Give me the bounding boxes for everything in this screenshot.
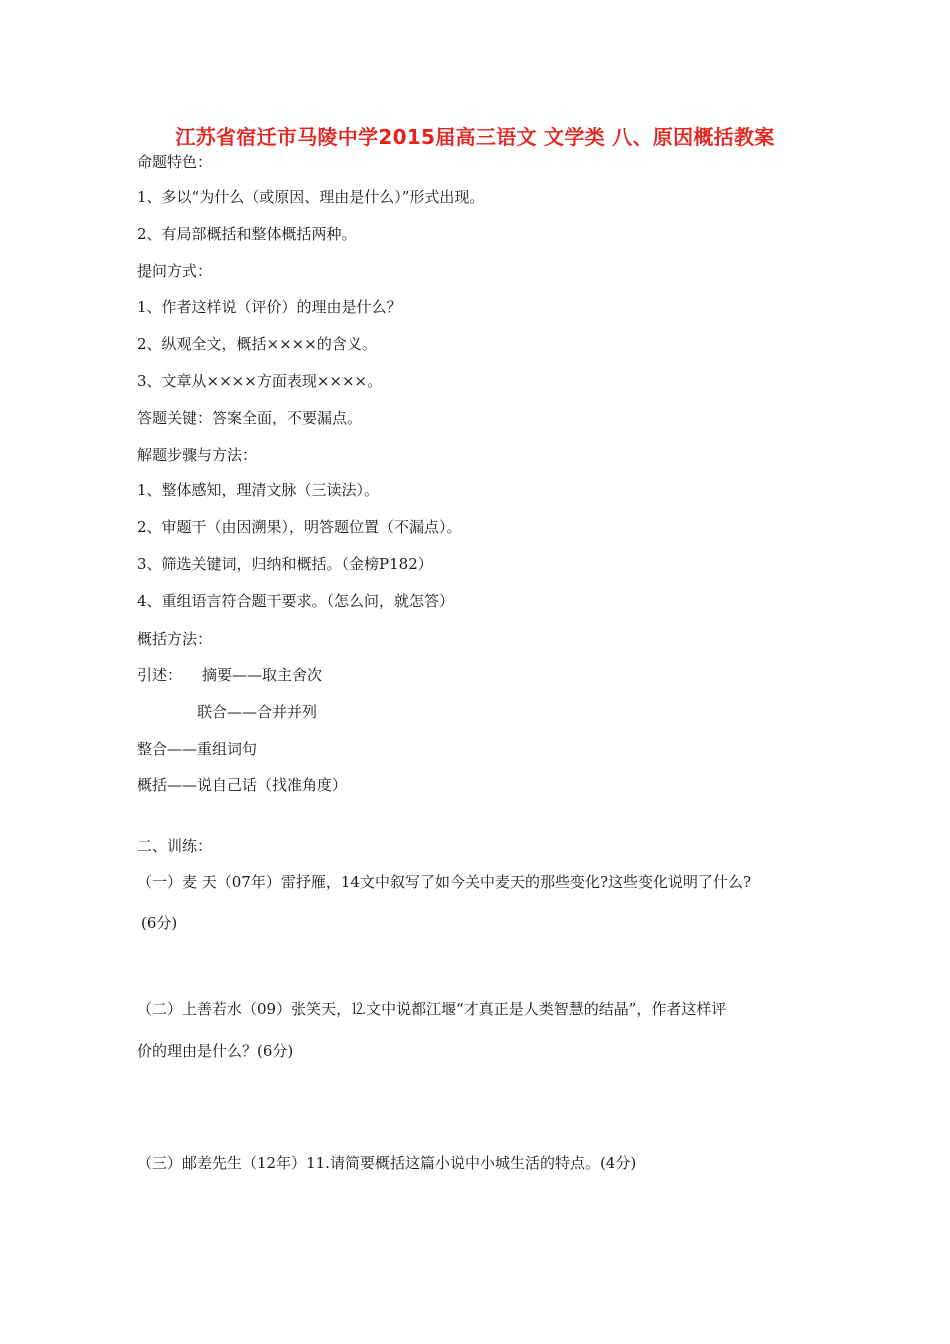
features-item-1: 1、多以“为什么（或原因、理由是什么）”形式出现。 xyxy=(137,188,485,206)
steps-item-1: 1、整体感知，理清文脉（三读法）。 xyxy=(137,481,380,499)
steps-item-2: 2、审题干（由因溯果），明答题位置（不漏点）。 xyxy=(137,518,462,536)
document-title: 江苏省宿迁市马陵中学2015届高三语文 文学类 八、原因概括教案 xyxy=(175,125,775,149)
methods-summarize: 概括——说自己话（找准角度） xyxy=(137,776,348,794)
steps-item-4: 4、重组语言符合题干要求。（怎么问，就怎答） xyxy=(137,592,455,610)
methods-quote-label: 引述： xyxy=(137,666,183,684)
questions-item-1: 1、作者这样说（评价）的理由是什么？ xyxy=(137,298,402,316)
key-point: 答题关键：答案全面，不要漏点。 xyxy=(137,409,363,427)
questions-item-2: 2、纵观全文，概括××××的含义。 xyxy=(137,335,377,353)
training-q1-line2: (6分) xyxy=(141,914,178,932)
steps-heading: 解题步骤与方法： xyxy=(137,446,258,464)
training-q2-line1: （二）上善若水（09）张笑天，⒓文中说都江堰“才真正是人类智慧的结晶”，作者这样评 xyxy=(137,1000,727,1018)
training-q2-line2: 价的理由是什么？(6分) xyxy=(137,1042,294,1060)
methods-heading: 概括方法： xyxy=(137,630,213,648)
methods-integrate: 整合——重组词句 xyxy=(137,740,258,758)
steps-item-3: 3、筛选关键词，归纳和概括。（金榜P182） xyxy=(137,555,433,573)
training-q1-line1: （一）麦 天（07年）雷抒雁，14文中叙写了如今关中麦天的那些变化?这些变化说明了什么? xyxy=(137,873,752,891)
questions-item-3: 3、文章从××××方面表现××××。 xyxy=(137,372,383,390)
questions-heading: 提问方式： xyxy=(137,262,213,280)
training-q3-line1: （三）邮差先生（12年）11.请简要概括这篇小说中小城生活的特点。(4分) xyxy=(137,1154,637,1172)
features-heading: 命题特色： xyxy=(137,153,213,171)
features-item-2: 2、有局部概括和整体概括两种。 xyxy=(137,225,357,243)
methods-quote-item-2: 联合——合并并列 xyxy=(197,703,318,721)
methods-quote-item-1: 摘要——取主舍次 xyxy=(202,666,323,684)
training-heading: 二、训练： xyxy=(137,837,213,855)
